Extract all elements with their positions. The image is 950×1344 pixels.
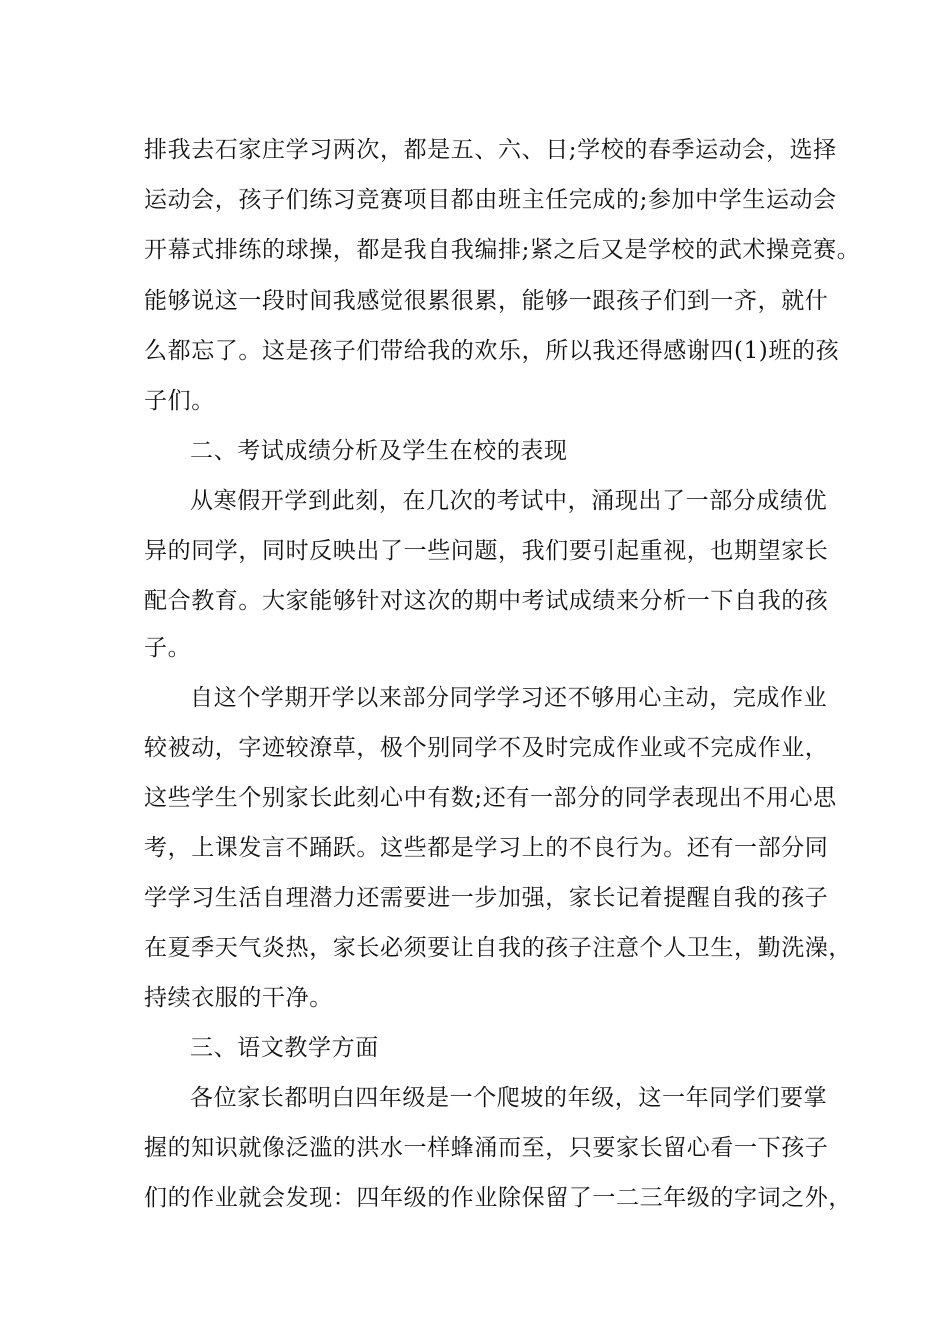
text-line: 能够说这一段时间我感觉很累很累，能够一跟孩子们到一齐，就什: [144, 288, 829, 314]
text-line: 较被动，字迹较潦草，极个别同学不及时完成作业或不完成作业，: [144, 735, 829, 761]
text-line: 从寒假开学到此刻，在几次的考试中，涌现出了一部分成绩优: [190, 488, 828, 514]
section-heading: 三、语文教学方面: [190, 1035, 379, 1061]
text-line: 们的作业就会发现：四年级的作业除保留了一二三年级的字词之外，: [144, 1185, 852, 1211]
text-line: 在夏季天气炎热，家长必须要让自我的孩子注意个人卫生，勤洗澡，: [144, 935, 852, 961]
text-line: 么都忘了。这是孩子们带给我的欢乐，所以我还得感谢四(1)班的孩: [144, 338, 840, 364]
section-heading: 二、考试成绩分析及学生在校的表现: [190, 438, 568, 464]
text-line: 配合教育。大家能够针对这次的期中考试成绩来分析一下自我的孩: [144, 588, 829, 614]
text-line: 子们。: [144, 388, 215, 414]
text-line: 排我去石家庄学习两次，都是五、六、日;学校的春季运动会，选择: [144, 137, 837, 163]
text-line: 运动会，孩子们练习竞赛项目都由班主任完成的;参加中学生运动会: [144, 187, 837, 213]
text-line: 各位家长都明白四年级是一个爬坡的年级，这一年同学们要掌: [190, 1085, 828, 1111]
text-line: 握的知识就像泛滥的洪水一样蜂涌而至，只要家长留心看一下孩子: [144, 1135, 829, 1161]
text-line: 子。: [144, 635, 192, 661]
text-line: 异的同学，同时反映出了一些问题，我们要引起重视，也期望家长: [144, 538, 829, 564]
text-line: 考，上课发言不踊跃。这些都是学习上的不良行为。还有一部分同: [144, 835, 829, 861]
text-line: 自这个学期开学以来部分同学学习还不够用心主动，完成作业: [190, 685, 828, 711]
text-line: 学学习生活自理潜力还需要进一步加强，家长记着提醒自我的孩子: [144, 885, 829, 911]
text-line: 持续衣服的干净。: [144, 985, 333, 1011]
text-line: 开幕式排练的球操，都是我自我编排;紧之后又是学校的武术操竞赛。: [144, 237, 861, 263]
text-line: 这些学生个别家长此刻心中有数;还有一部分的同学表现出不用心思: [144, 785, 837, 811]
